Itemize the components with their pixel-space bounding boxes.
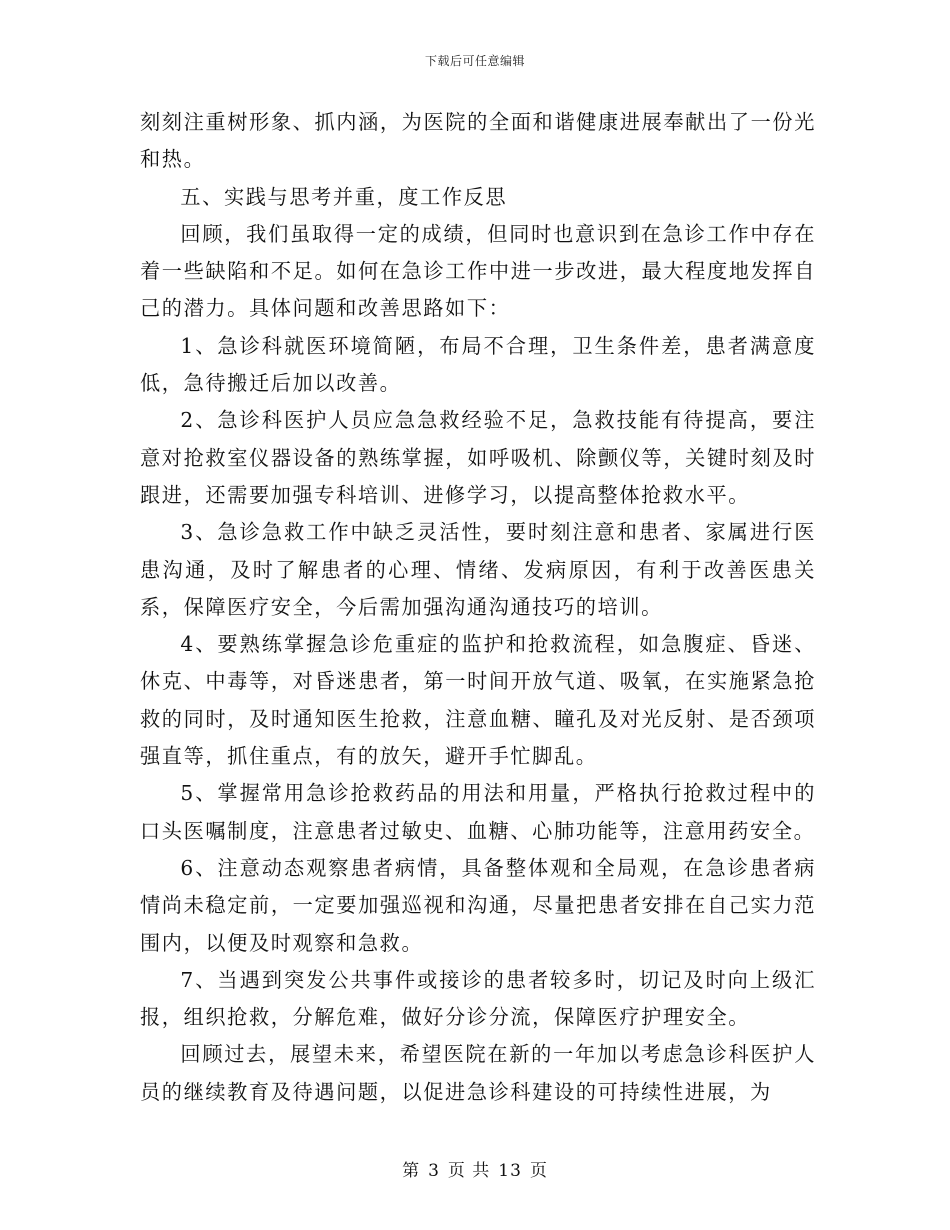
- list-item: 4、要熟练掌握急诊危重症的监护和抢救流程，如急腹症、昏迷、休克、中毒等，对昏迷患者，第一时间开放气道、吸氧，在实施紧急抢救的同时，及时通知医生抢救，注意血糖、瞳孔及对光反射、是否颈项强直等，抓住重点，有的放矢，避开手忙脚乱。: [140, 632, 816, 769]
- paragraph: 回顾过去，展望未来，希望医院在新的一年加以考虑急诊科医护人员的继续教育及待遇问题，以促进急诊科建设的可持续性进展，为: [140, 1042, 816, 1104]
- footer-page-number: 3: [428, 1161, 440, 1181]
- footer-suffix: 页: [529, 1161, 548, 1181]
- paragraph: 刻刻注重树形象、抓内涵，为医院的全面和谐健康进展奉献出了一份光和热。: [140, 110, 816, 172]
- section-heading: 五、实践与思考并重，度工作反思: [180, 184, 508, 209]
- list-item: 1、急诊科就医环境简陋，布局不合理，卫生条件差，患者满意度低，急待搬迁后加以改善。: [140, 333, 816, 396]
- paragraph: 回顾，我们虽取得一定的成绩，但同时也意识到在急诊工作中存在着一些缺陷和不足。如何在急诊工作中进一步改进，最大程度地发挥自己的潜力。具体问题和改善思路如下：: [140, 221, 816, 321]
- page-header: 下载后可任意编辑: [424, 54, 525, 68]
- list-item: 3、急诊急救工作中缺乏灵活性，要时刻注意和患者、家属进行医患沟通，及时了解患者的心理、情绪、发病原因，有利于改善医患关系，保障医疗安全，今后需加强沟通沟通技巧的培训。: [140, 520, 816, 619]
- footer-middle: 页 共: [447, 1161, 491, 1181]
- page-footer: [0, 1156, 950, 1181]
- list-item: 6、注意动态观察患者病情，具备整体观和全局观，在急诊患者病情尚未稳定前，一定要加强巡视和沟通，尽量把患者安排在自己实力范围内，以便及时观察和急救。: [140, 855, 816, 955]
- footer-prefix: 第: [402, 1161, 421, 1181]
- list-item: 5、掌握常用急诊抢救药品的用法和用量，严格执行抢救过程中的口头医嘱制度，注意患者过敏史、血糖、心肺功能等，注意用药安全。: [140, 781, 816, 843]
- list-item: 2、急诊科医护人员应急急救经验不足，急救技能有待提高，要注意对抢救室仪器设备的熟练掌握，如呼吸机、除颤仪等，关键时刻及时跟进，还需要加强专科培训、进修学习，以提高整体抢救水平。: [140, 408, 816, 507]
- footer-total-pages: 13: [498, 1161, 522, 1181]
- document-body: [140, 104, 816, 1111]
- list-item: 7、当遇到突发公共事件或接诊的患者较多时，切记及时向上级汇报，组织抢救，分解危难，做好分诊分流，保障医疗护理安全。: [140, 967, 816, 1030]
